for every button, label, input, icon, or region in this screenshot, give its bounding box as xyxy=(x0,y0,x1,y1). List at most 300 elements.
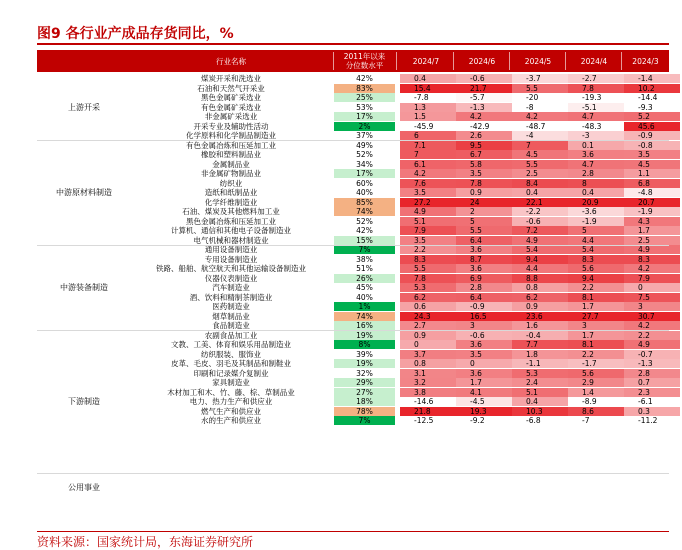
value-cell: -1.4 xyxy=(624,74,680,83)
value-cell: -0.6 xyxy=(456,74,512,83)
value-cell: 3 xyxy=(624,302,680,311)
value-cell: 6.8 xyxy=(624,179,680,188)
industry-name: 橡胶和塑料制品业 xyxy=(201,150,261,159)
value-cell: 5 xyxy=(456,217,512,226)
percentile-cell: 40% xyxy=(334,293,395,302)
value-cell: 7 xyxy=(400,150,456,159)
group-label: 下游制造 xyxy=(68,397,100,407)
industry-name: 石油、煤炭及其他燃料加工业 xyxy=(182,207,280,216)
percentile-cell: 74% xyxy=(334,207,395,216)
industry-name: 化学纤维制造业 xyxy=(204,197,258,207)
industry-name: 电力、热力生产和供应业 xyxy=(189,397,273,406)
value-cell: -6.1 xyxy=(624,397,680,406)
value-cell: 1.1 xyxy=(624,169,680,178)
value-cell: 27.2 xyxy=(400,198,456,207)
value-cell: -7 xyxy=(568,416,624,425)
value-cell: 4.9 xyxy=(624,340,680,349)
value-cell: 5 xyxy=(568,226,624,235)
value-cell: 0.3 xyxy=(624,407,680,416)
industry-name: 非金属矿物制品业 xyxy=(201,169,261,178)
value-cell: 5.2 xyxy=(624,112,680,121)
value-cell: 3.6 xyxy=(456,369,512,378)
value-cell: -1.1 xyxy=(512,359,568,368)
industry-name: 金属制品业 xyxy=(212,159,250,169)
value-cell: 4.1 xyxy=(456,388,512,397)
value-cell: 7.9 xyxy=(624,274,680,283)
value-cell: 4.2 xyxy=(624,321,680,330)
table-row xyxy=(131,236,669,245)
industry-name: 开采专业及辅助性活动 xyxy=(193,121,269,131)
value-cell: 1.7 xyxy=(568,331,624,340)
industry-name: 木材加工和木、竹、藤、棕、草制品业 xyxy=(167,387,295,397)
value-cell: 4.4 xyxy=(568,236,624,245)
industry-name: 烟草制品业 xyxy=(212,311,250,321)
value-cell: 19.3 xyxy=(456,407,512,416)
value-cell: 8.3 xyxy=(568,255,624,264)
value-cell: 4.2 xyxy=(624,264,680,273)
industry-name: 通用设备制造业 xyxy=(204,245,258,254)
value-cell: 8.6 xyxy=(568,407,624,416)
value-cell: 7.5 xyxy=(624,293,680,302)
value-cell: 0.8 xyxy=(400,359,456,368)
value-cell: 20.9 xyxy=(568,198,624,207)
value-cell: 8.8 xyxy=(512,274,568,283)
value-cell: 3.7 xyxy=(400,350,456,359)
value-cell: 2.8 xyxy=(568,169,624,178)
industry-name: 皮革、毛皮、羽毛及其制品和制鞋业 xyxy=(171,359,291,368)
value-cell: 2.8 xyxy=(624,369,680,378)
value-cell: 10.2 xyxy=(624,84,680,93)
value-cell: -9.3 xyxy=(624,103,680,112)
percentile-cell: 83% xyxy=(334,84,395,93)
value-cell: -1.3 xyxy=(456,103,512,112)
header-2024-05: 2024/5 xyxy=(524,56,552,66)
table-row xyxy=(131,321,669,330)
header-2024-07: 2024/7 xyxy=(412,56,440,66)
table-row xyxy=(131,340,669,349)
header-2024-03: 2024/3 xyxy=(632,56,659,66)
value-cell: -1.7 xyxy=(568,359,624,368)
value-cell: 2.2 xyxy=(568,283,624,292)
value-cell: 8.4 xyxy=(512,179,568,188)
group-label: 中游装备制造 xyxy=(60,283,108,293)
value-cell: 3.5 xyxy=(400,236,456,245)
percentile-cell: 42% xyxy=(334,74,395,83)
header-2024-06: 2024/6 xyxy=(468,56,496,66)
value-cell: -4.8 xyxy=(624,188,680,197)
value-cell: 2.2 xyxy=(400,245,456,254)
value-cell: 4.5 xyxy=(512,150,568,159)
value-cell: -2.7 xyxy=(568,74,624,83)
value-cell: 4.7 xyxy=(568,112,624,121)
value-cell: 8.3 xyxy=(400,255,456,264)
table-row xyxy=(131,93,669,102)
value-cell: 1.4 xyxy=(568,388,624,397)
value-cell: 4.2 xyxy=(512,112,568,121)
value-cell: 0.4 xyxy=(400,74,456,83)
group-divider xyxy=(37,330,669,331)
percentile-cell: 39% xyxy=(334,350,395,359)
table-row xyxy=(131,179,669,188)
percentile-cell: 17% xyxy=(334,169,395,178)
value-cell: 4.9 xyxy=(400,207,456,216)
industry-name: 食品制造业 xyxy=(212,321,250,330)
industry-name: 仪器仪表制造业 xyxy=(204,273,258,283)
value-cell: 2.4 xyxy=(512,378,568,387)
table-row xyxy=(131,388,669,397)
value-cell: 4.4 xyxy=(512,264,568,273)
industry-name: 煤炭开采和洗选业 xyxy=(201,74,261,83)
value-cell: 3.6 xyxy=(568,150,624,159)
value-cell: -0.8 xyxy=(624,141,680,150)
table-row xyxy=(131,103,669,112)
value-cell: 2.6 xyxy=(456,131,512,140)
industry-name: 纺织业 xyxy=(219,178,243,188)
value-cell: -8.9 xyxy=(568,397,624,406)
percentile-cell: 8% xyxy=(334,340,395,349)
value-cell: -0.6 xyxy=(512,217,568,226)
value-cell: 3.5 xyxy=(456,350,512,359)
percentile-cell: 26% xyxy=(334,274,395,283)
value-cell: 0.7 xyxy=(624,378,680,387)
industry-name: 黑色金属冶炼和压延加工业 xyxy=(186,216,276,226)
industry-name: 专用设备制造业 xyxy=(204,254,258,264)
value-cell: 6.2 xyxy=(512,293,568,302)
table-row xyxy=(131,264,669,273)
value-cell: -48.3 xyxy=(568,122,624,131)
value-cell: 7.7 xyxy=(512,340,568,349)
table-row xyxy=(131,84,669,93)
value-cell: 7.1 xyxy=(400,141,456,150)
value-cell: 7.8 xyxy=(568,84,624,93)
value-cell: 30.7 xyxy=(624,312,680,321)
percentile-cell: 18% xyxy=(334,397,395,406)
value-cell: 5.5 xyxy=(512,160,568,169)
value-cell: -1.9 xyxy=(568,217,624,226)
table-row xyxy=(131,207,669,216)
value-cell: -0.7 xyxy=(624,350,680,359)
value-cell: 0.4 xyxy=(568,188,624,197)
percentile-cell: 15% xyxy=(334,236,395,245)
industry-name: 计算机、通信和其他电子设备制造业 xyxy=(171,226,291,235)
value-cell: 8.3 xyxy=(624,255,680,264)
table-row xyxy=(131,359,669,368)
value-cell: -0.9 xyxy=(456,302,512,311)
value-cell: -0.4 xyxy=(512,331,568,340)
table-row xyxy=(131,397,669,406)
value-cell: 2.2 xyxy=(568,350,624,359)
value-cell: 7.9 xyxy=(400,226,456,235)
table-header xyxy=(37,50,669,72)
group-label: 中游原材料制造 xyxy=(56,188,112,198)
value-cell: 21.8 xyxy=(400,407,456,416)
value-cell: 3 xyxy=(456,321,512,330)
percentile-cell: 52% xyxy=(334,150,395,159)
value-cell: -45.9 xyxy=(400,122,456,131)
value-cell: 5.4 xyxy=(512,245,568,254)
value-cell: 2.2 xyxy=(624,331,680,340)
value-cell: 45.6 xyxy=(624,122,680,131)
percentile-cell: 34% xyxy=(334,160,395,169)
value-cell: -1.9 xyxy=(624,207,680,216)
table-row xyxy=(131,188,669,197)
value-cell: 6.7 xyxy=(456,150,512,159)
value-cell: 7.8 xyxy=(400,274,456,283)
value-cell: 0 xyxy=(400,340,456,349)
percentile-cell: 52% xyxy=(334,217,395,226)
value-cell: 4.3 xyxy=(624,217,680,226)
value-cell: 2.9 xyxy=(568,378,624,387)
value-cell: 0.8 xyxy=(512,283,568,292)
percentile-cell: 1% xyxy=(334,302,395,311)
table-row xyxy=(131,369,669,378)
value-cell: 0.9 xyxy=(512,302,568,311)
value-cell: 5.3 xyxy=(512,369,568,378)
value-cell: 20.7 xyxy=(624,198,680,207)
table-row xyxy=(131,226,669,235)
value-cell: 3.8 xyxy=(400,388,456,397)
table-row xyxy=(131,274,669,283)
percentile-cell: 74% xyxy=(334,312,395,321)
value-cell: 2 xyxy=(456,207,512,216)
value-cell: 1.5 xyxy=(400,112,456,121)
table-row xyxy=(131,407,669,416)
value-cell: 0.4 xyxy=(512,188,568,197)
title-underline xyxy=(37,43,669,45)
header-2024-04: 2024/4 xyxy=(580,56,608,66)
table-row xyxy=(131,350,669,359)
industry-name: 印刷和记录媒介复制业 xyxy=(193,368,269,378)
percentile-cell: 53% xyxy=(334,103,395,112)
value-cell: 27.7 xyxy=(568,312,624,321)
value-cell: 5.1 xyxy=(400,217,456,226)
percentile-cell: 7% xyxy=(334,245,395,254)
value-cell: 0 xyxy=(456,359,512,368)
value-cell: 3.6 xyxy=(456,264,512,273)
percentile-cell: 42% xyxy=(334,226,395,235)
industry-name: 水的生产和供应业 xyxy=(201,416,261,425)
value-cell: -42.9 xyxy=(456,122,512,131)
value-cell: 0.9 xyxy=(400,331,456,340)
table-row xyxy=(131,217,669,226)
value-cell: 15.4 xyxy=(400,84,456,93)
value-cell: -4.5 xyxy=(456,397,512,406)
value-cell: 5.5 xyxy=(456,226,512,235)
value-cell: -20 xyxy=(512,93,568,102)
value-cell: 2.5 xyxy=(512,169,568,178)
table-row xyxy=(131,378,669,387)
value-cell: 1.7 xyxy=(568,302,624,311)
header-industry-name: 行业名称 xyxy=(216,56,246,66)
industry-name: 家具制造业 xyxy=(212,378,250,387)
industry-name: 铁路、船舶、航空航天和其他运输设备制造业 xyxy=(156,264,306,273)
industry-name: 非金属矿采选业 xyxy=(204,112,258,121)
industry-name: 纺织服装、服饰业 xyxy=(201,349,261,359)
value-cell: 5.6 xyxy=(568,369,624,378)
value-cell: 0.6 xyxy=(400,302,456,311)
value-cell: 5.8 xyxy=(456,160,512,169)
table-row xyxy=(131,160,669,169)
group-divider xyxy=(37,245,669,246)
value-cell: 3.5 xyxy=(456,169,512,178)
industry-name: 化学原料和化学制品制造业 xyxy=(186,131,276,140)
value-cell: -3 xyxy=(568,131,624,140)
value-cell: 6.9 xyxy=(456,274,512,283)
value-cell: -8 xyxy=(512,103,568,112)
value-cell: 5.5 xyxy=(512,84,568,93)
value-cell: 5.5 xyxy=(400,264,456,273)
table-row xyxy=(131,198,669,207)
value-cell: 1.6 xyxy=(512,321,568,330)
value-cell: 3.5 xyxy=(400,188,456,197)
table-row xyxy=(131,293,669,302)
value-cell: 3.1 xyxy=(400,369,456,378)
industry-name: 燃气生产和供应业 xyxy=(201,406,261,416)
table-row xyxy=(131,150,669,159)
value-cell: 5.4 xyxy=(568,245,624,254)
industry-name: 汽车制造业 xyxy=(212,283,250,292)
value-cell: -12.5 xyxy=(400,416,456,425)
group-divider xyxy=(37,140,669,141)
industry-name: 酒、饮料和精制茶制造业 xyxy=(189,292,273,302)
percentile-cell: 37% xyxy=(334,131,395,140)
value-cell: 4.2 xyxy=(456,112,512,121)
value-cell: -3.7 xyxy=(512,74,568,83)
percentile-cell: 17% xyxy=(334,112,395,121)
value-cell: 2.8 xyxy=(456,283,512,292)
value-cell: 5.6 xyxy=(568,264,624,273)
value-cell: 4.7 xyxy=(568,160,624,169)
value-cell: 3.6 xyxy=(456,245,512,254)
value-cell: 9.4 xyxy=(568,274,624,283)
table-row xyxy=(131,302,669,311)
value-cell: 7.8 xyxy=(456,179,512,188)
value-cell: 1.8 xyxy=(512,350,568,359)
value-cell: 6.1 xyxy=(400,160,456,169)
value-cell: -0.9 xyxy=(624,131,680,140)
source-note: 资料来源：国家统计局，东海证券研究所 xyxy=(37,535,254,549)
value-cell: 1.7 xyxy=(624,226,680,235)
value-cell: 16.5 xyxy=(456,312,512,321)
value-cell: 7.2 xyxy=(512,226,568,235)
value-cell: 5.1 xyxy=(512,388,568,397)
value-cell: 9.5 xyxy=(456,141,512,150)
industry-name: 有色金属矿采选业 xyxy=(201,102,261,112)
value-cell: -14.4 xyxy=(624,93,680,102)
value-cell: 3.5 xyxy=(624,150,680,159)
value-cell: 0 xyxy=(624,283,680,292)
percentile-cell: 38% xyxy=(334,255,395,264)
table-row xyxy=(131,331,669,340)
industry-name: 有色金属冶炼和压延加工业 xyxy=(186,140,276,150)
value-cell: 3 xyxy=(568,321,624,330)
percentile-cell: 29% xyxy=(334,378,395,387)
industry-name: 农副食品加工业 xyxy=(204,330,258,340)
value-cell: 2.5 xyxy=(624,236,680,245)
industry-name: 医药制造业 xyxy=(212,302,250,311)
percentile-cell: 40% xyxy=(334,188,395,197)
percentile-cell: 32% xyxy=(334,369,395,378)
value-cell: 24.3 xyxy=(400,312,456,321)
table-row xyxy=(131,245,669,254)
value-cell: 6 xyxy=(400,131,456,140)
industry-name: 黑色金属矿采选业 xyxy=(201,93,261,102)
table-row xyxy=(131,141,669,150)
value-cell: -0.6 xyxy=(456,331,512,340)
value-cell: 9.4 xyxy=(512,255,568,264)
industry-name: 石油和天然气开采业 xyxy=(197,83,265,93)
value-cell: 3.2 xyxy=(400,378,456,387)
value-cell: 8.1 xyxy=(568,340,624,349)
value-cell: -48.7 xyxy=(512,122,568,131)
value-cell: 4.2 xyxy=(400,169,456,178)
percentile-cell: 25% xyxy=(334,93,395,102)
value-cell: -5.7 xyxy=(456,93,512,102)
table-row xyxy=(131,169,669,178)
value-cell: 7.6 xyxy=(400,179,456,188)
percentile-cell: 16% xyxy=(334,321,395,330)
percentile-cell: 51% xyxy=(334,264,395,273)
value-cell: 2.3 xyxy=(624,388,680,397)
value-cell: 8 xyxy=(568,179,624,188)
percentile-cell: 19% xyxy=(334,331,395,340)
value-cell: 6.4 xyxy=(456,293,512,302)
percentile-cell: 2% xyxy=(334,122,395,131)
industry-name: 电气机械和器材制造业 xyxy=(193,235,269,245)
value-cell: -11.2 xyxy=(624,416,680,425)
value-cell: 4.5 xyxy=(624,160,680,169)
table-row xyxy=(131,255,669,264)
value-cell: -14.6 xyxy=(400,397,456,406)
value-cell: 5.3 xyxy=(400,283,456,292)
value-cell: 2.7 xyxy=(400,321,456,330)
percentile-cell: 7% xyxy=(334,416,395,425)
value-cell: 6.2 xyxy=(400,293,456,302)
value-cell: 21.7 xyxy=(456,84,512,93)
value-cell: 1.7 xyxy=(456,378,512,387)
table-row xyxy=(131,122,669,131)
header-percentile: 2011年以来 分位数水平 xyxy=(343,52,386,70)
percentile-cell: 78% xyxy=(334,407,395,416)
table-row xyxy=(131,312,669,321)
value-cell: 6.4 xyxy=(456,236,512,245)
percentile-cell: 85% xyxy=(334,198,395,207)
table-row xyxy=(131,112,669,121)
value-cell: 3.6 xyxy=(456,340,512,349)
value-cell: 0.9 xyxy=(456,188,512,197)
value-cell: -5.1 xyxy=(568,103,624,112)
value-cell: 10.3 xyxy=(512,407,568,416)
value-cell: 7 xyxy=(512,141,568,150)
table-row xyxy=(131,416,669,425)
value-cell: -9.2 xyxy=(456,416,512,425)
percentile-cell: 19% xyxy=(334,359,395,368)
value-cell: -1.3 xyxy=(624,359,680,368)
industry-name: 造纸和纸制品业 xyxy=(204,188,258,197)
value-cell: 0.1 xyxy=(568,141,624,150)
percentile-cell: 27% xyxy=(334,388,395,397)
value-cell: 24 xyxy=(456,198,512,207)
table-row xyxy=(131,74,669,83)
group-label: 公用事业 xyxy=(68,482,100,492)
value-cell: -7.8 xyxy=(400,93,456,102)
value-cell: 8.1 xyxy=(568,293,624,302)
percentile-cell: 60% xyxy=(334,179,395,188)
value-cell: -4 xyxy=(512,131,568,140)
value-cell: -3.6 xyxy=(568,207,624,216)
value-cell: 4.9 xyxy=(624,245,680,254)
industry-name: 文教、工美、体育和娱乐用品制造业 xyxy=(171,340,291,349)
